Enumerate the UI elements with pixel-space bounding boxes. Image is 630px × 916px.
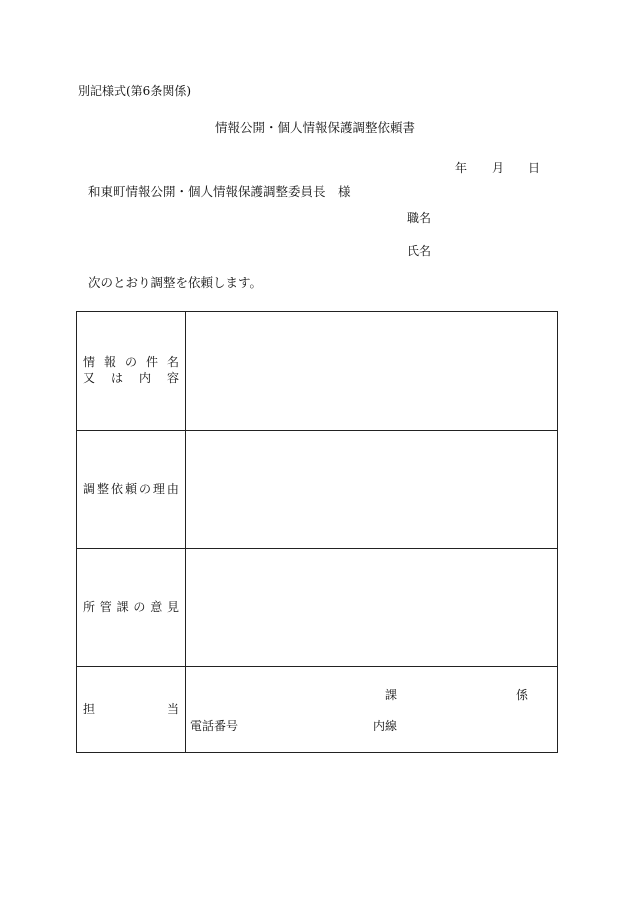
- phone-label: 電話番号: [190, 719, 239, 733]
- label-char: 由: [166, 481, 179, 496]
- reason-label: [83, 482, 179, 498]
- label-char: 頼: [124, 481, 137, 496]
- label-char: 容: [166, 371, 179, 385]
- label-char: 意: [150, 599, 163, 614]
- table-row-info-subject: [77, 312, 558, 431]
- request-form-table: [76, 311, 558, 753]
- label-char: 又: [83, 371, 96, 385]
- contact-label-cell: [77, 667, 186, 753]
- opinion-field[interactable]: [186, 549, 558, 667]
- opinion-label: [83, 600, 179, 616]
- label-char: 情: [83, 355, 96, 370]
- label-char: 依: [110, 481, 123, 496]
- contact-label: [83, 702, 179, 718]
- label-char: 報: [103, 355, 116, 370]
- date-year-label: 年: [455, 161, 468, 175]
- label-char: 名: [166, 355, 179, 370]
- section-label: 課: [385, 688, 398, 702]
- reason-field[interactable]: [186, 431, 558, 549]
- label-char: 見: [166, 599, 179, 614]
- label-char: の: [124, 355, 137, 370]
- label-char: 担: [83, 701, 96, 716]
- table-row-reason: [77, 431, 558, 549]
- label-char: 整: [96, 481, 109, 496]
- form-style-label: 別記様式(第6条関係): [78, 84, 191, 98]
- addressee: 和東町情報公開・個人情報保護調整委員長 様: [88, 184, 351, 199]
- info-subject-label-line2: [83, 371, 179, 387]
- info-subject-label-cell: [77, 312, 186, 431]
- extension-label: 内線: [373, 719, 398, 733]
- date-month-label: 月: [492, 161, 505, 175]
- label-char: の: [138, 481, 151, 496]
- info-subject-label-line1: [83, 355, 179, 371]
- table-row-opinion: [77, 549, 558, 667]
- contact-field[interactable]: [186, 667, 558, 753]
- label-char: は: [110, 371, 123, 385]
- staff-label: 係: [516, 688, 529, 702]
- position-label: 職名: [407, 211, 432, 225]
- document-title: 情報公開・個人情報保護調整依頼書: [214, 120, 415, 135]
- label-char: 管: [99, 599, 112, 614]
- label-char: 件: [145, 355, 158, 370]
- label-char: の: [133, 599, 146, 614]
- label-char: 当: [166, 701, 179, 716]
- date-day-label: 日: [528, 161, 541, 175]
- label-char: 調: [83, 481, 96, 496]
- label-char: 理: [152, 481, 165, 496]
- request-text: 次のとおり調整を依頼します。: [88, 275, 263, 290]
- opinion-label-cell: [77, 549, 186, 667]
- name-label: 氏名: [407, 244, 432, 258]
- label-char: 内: [138, 371, 151, 385]
- table-row-contact: [77, 667, 558, 753]
- reason-label-cell: [77, 431, 186, 549]
- label-char: 所: [83, 599, 96, 614]
- label-char: 課: [116, 599, 129, 614]
- info-subject-field[interactable]: [186, 312, 558, 431]
